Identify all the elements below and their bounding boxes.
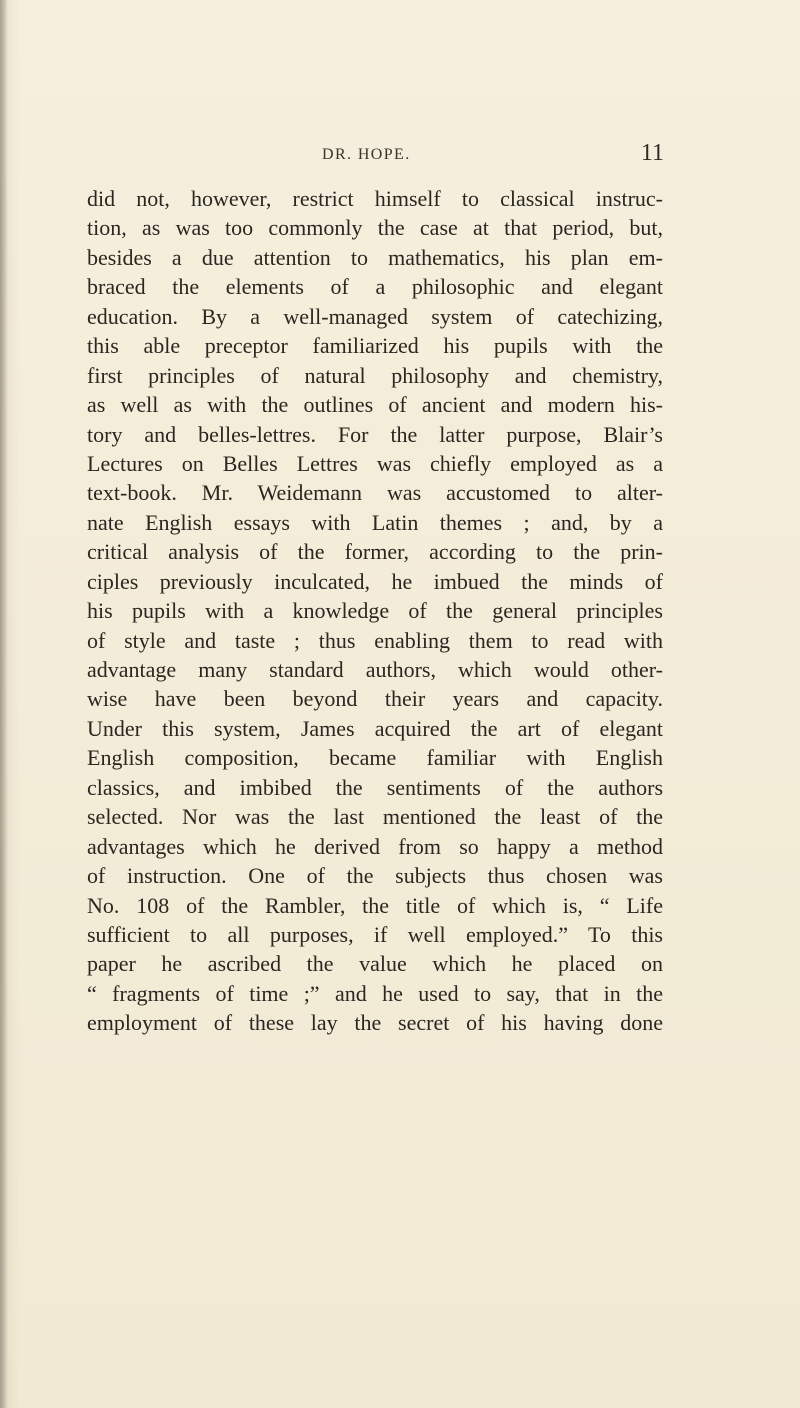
- page-binding-edge: [0, 0, 8, 1408]
- text-line: sufficient to all purposes, if well employed.” To this: [87, 921, 663, 947]
- text-line: Under this system, James acquired the art of elegant: [87, 715, 663, 741]
- text-line: paper he ascribed the value which he placed on: [87, 951, 663, 977]
- text-line: tion, as was too commonly the case at that period, but,: [87, 215, 663, 241]
- text-line: advantages which he derived from so happy a method: [87, 833, 663, 859]
- text-line: advantage many standard authors, which would other-: [87, 657, 663, 682]
- text-line: braced the elements of a philosophic and elegant: [87, 274, 663, 300]
- text-line: his pupils with a knowledge of the general principles: [87, 598, 663, 624]
- text-line: No. 108 of the Rambler, the title of which is, “ Life: [87, 892, 663, 918]
- text-line: as well as with the outlines of ancient and modern his-: [87, 392, 663, 418]
- body-text: [87, 184, 663, 1038]
- page-number: 11: [640, 140, 664, 166]
- text-line: ciples previously inculcated, he imbued the minds of: [87, 568, 663, 594]
- text-line: of instruction. One of the subjects thus chosen was: [87, 863, 663, 889]
- text-line: selected. Nor was the last mentioned the least of the: [87, 804, 663, 830]
- running-head: [260, 140, 664, 174]
- running-title: DR. HOPE.: [322, 146, 411, 163]
- text-line: employment of these lay the secret of his having done: [87, 1010, 663, 1036]
- text-line: tory and belles-lettres. For the latter purpose, Blair’s: [87, 421, 663, 447]
- text-line: did not, however, restrict himself to classical instruc-: [87, 186, 663, 211]
- text-line: of style and taste ; thus enabling them to read with: [87, 627, 663, 653]
- text-line: education. By a well-managed system of catechizing,: [87, 303, 663, 329]
- text-line: this able preceptor familiarized his pupils with the: [87, 333, 663, 359]
- text-line: “ fragments of time ;” and he used to say, that in the: [87, 980, 663, 1006]
- text-line: wise have been beyond their years and capacity.: [87, 686, 663, 712]
- text-line: nate English essays with Latin themes ; and, by a: [87, 509, 663, 535]
- text-line: English composition, became familiar with English: [87, 745, 663, 771]
- text-line: classics, and imbibed the sentiments of the authors: [87, 774, 663, 800]
- text-line: first principles of natural philosophy and chemistry,: [87, 362, 663, 388]
- text-line: critical analysis of the former, according to the prin-: [87, 539, 663, 565]
- text-line: text-book. Mr. Weidemann was accustomed to alter-: [87, 480, 663, 506]
- text-line: Lectures on Belles Lettres was chiefly employed as a: [87, 450, 663, 476]
- text-line: besides a due attention to mathematics, his plan em-: [87, 244, 663, 270]
